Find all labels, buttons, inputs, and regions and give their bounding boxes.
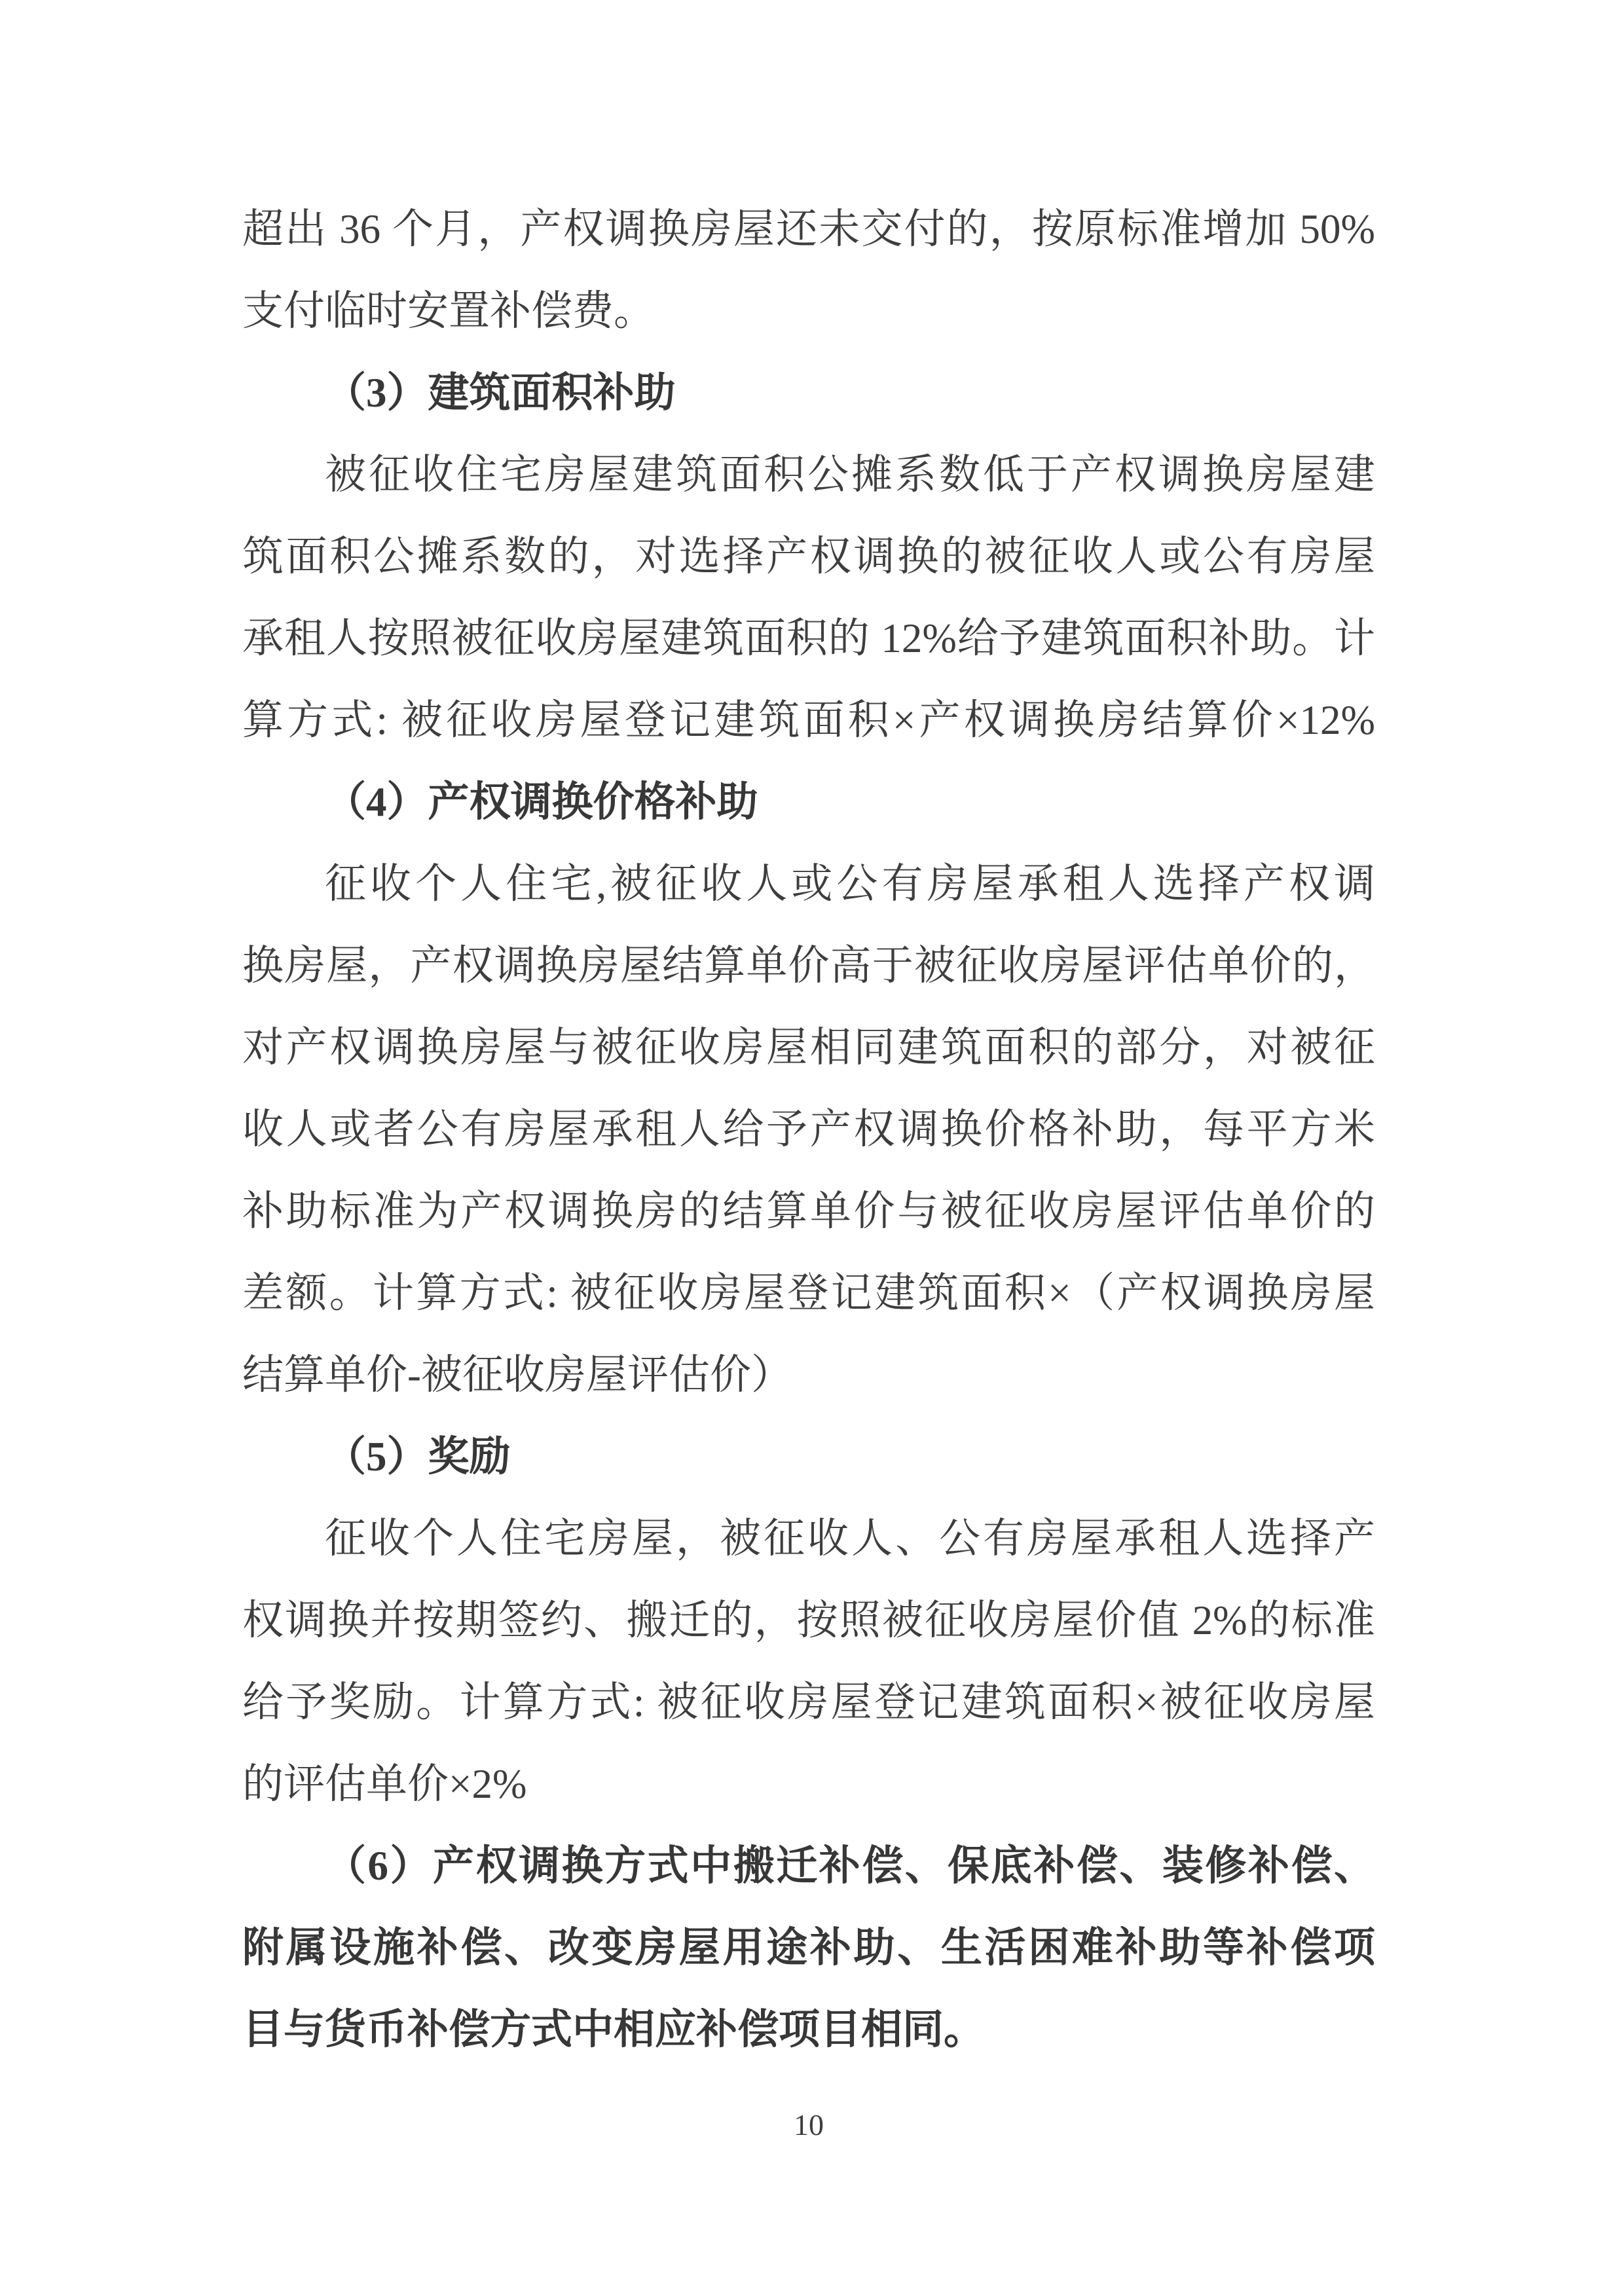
text-line: 被征收住宅房屋建筑面积公摊系数低于产权调换房屋建: [325, 452, 1375, 498]
text-line: （6）产权调换方式中搬迁补偿、保底补偿、装修补偿、: [325, 1843, 1375, 1889]
paragraph: [242, 843, 1375, 1416]
section-heading: [242, 1416, 1375, 1498]
text-block: [242, 189, 1375, 2071]
text-line: 换房屋，产权调换房屋结算单价高于被征收房屋评估单价的，: [242, 943, 1375, 989]
text-line: （4）产权调换价格补助: [325, 779, 758, 825]
text-line: 征收个人住宅,被征收人或公有房屋承租人选择产权调: [325, 861, 1375, 907]
text-line: 的评估单价×2%: [242, 1761, 527, 1807]
text-line: 差额。计算方式: 被征收房屋登记建筑面积×（产权调换房屋: [242, 1270, 1375, 1316]
text-line: 给予奖励。计算方式: 被征收房屋登记建筑面积×被征收房屋: [242, 1679, 1375, 1725]
text-line: 收人或者公有房屋承租人给予产权调换价格补助，每平方米: [242, 1106, 1375, 1152]
text-line: 筑面积公摊系数的，对选择产权调换的被征收人或公有房屋: [242, 534, 1375, 579]
section-heading: [242, 352, 1375, 434]
page-number: 10: [794, 2108, 824, 2141]
paragraph: [242, 434, 1375, 761]
text-line: 算方式: 被征收房屋登记建筑面积×产权调换房结算价×12%: [242, 697, 1375, 743]
text-line: 目与货币补偿方式中相应补偿项目相同。: [242, 2007, 985, 2052]
text-line: 超出 36 个月，产权调换房屋还未交付的，按原标准增加 50%: [242, 206, 1375, 252]
text-line: 征收个人住宅房屋，被征收人、公有房屋承租人选择产: [325, 1516, 1375, 1561]
text-line: 承租人按照被征收房屋建筑面积的 12%给予建筑面积补助。计: [242, 615, 1375, 661]
paragraph: [242, 1498, 1375, 1825]
paragraph: [242, 1825, 1375, 2071]
text-line: 附属设施补偿、改变房屋用途补助、生活困难补助等补偿项: [242, 1925, 1375, 1971]
text-line: 补助标准为产权调换房的结算单价与被征收房屋评估单价的: [242, 1188, 1375, 1234]
text-line: （3）建筑面积补助: [325, 370, 676, 416]
text-line: 对产权调换房屋与被征收房屋相同建筑面积的部分，对被征: [242, 1025, 1375, 1070]
paragraph: [242, 189, 1375, 352]
section-heading: [242, 761, 1375, 843]
text-line: 结算单价-被征收房屋评估价）: [242, 1352, 792, 1398]
text-line: （5）奖励: [325, 1434, 511, 1480]
text-line: 权调换并按期签约、搬迁的，按照被征收房屋价值 2%的标准: [242, 1597, 1375, 1643]
text-line: 支付临时安置补偿费。: [242, 288, 655, 334]
